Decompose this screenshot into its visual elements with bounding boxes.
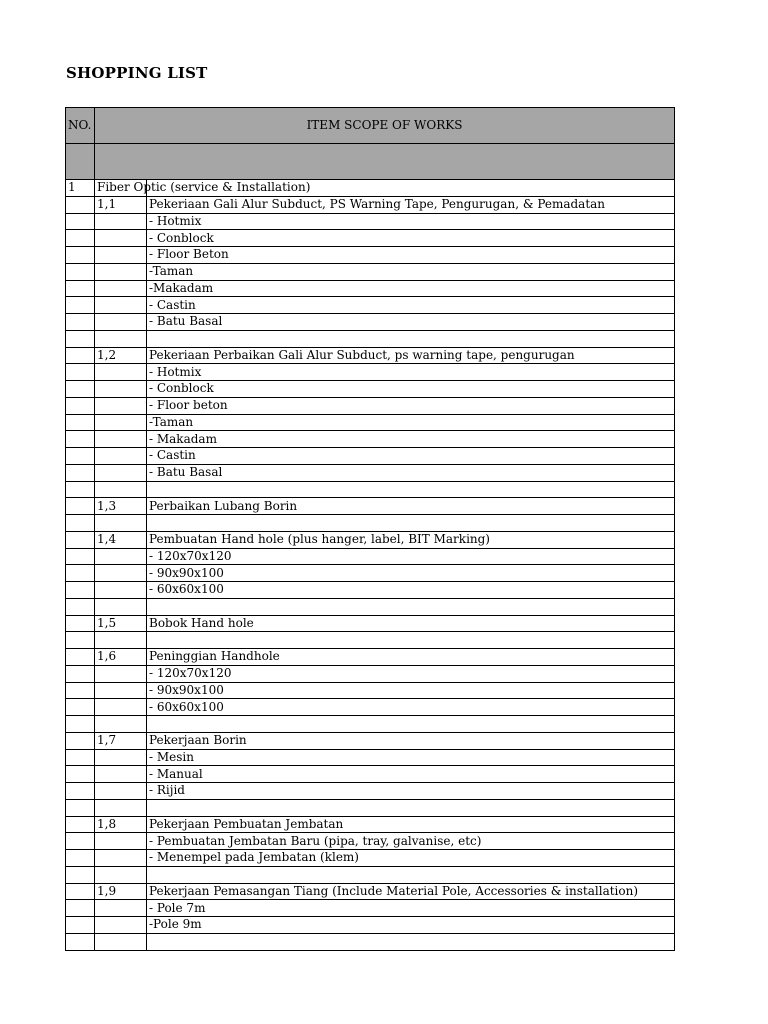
table-row [66, 749, 675, 766]
table-row [66, 297, 675, 314]
table-row [66, 364, 675, 381]
row-number-cell [66, 330, 95, 347]
table-row [66, 933, 675, 950]
row-description-cell [147, 598, 675, 615]
row-subitem-cell [95, 213, 147, 230]
row-number-cell [66, 632, 95, 649]
row-description-cell: - Castin [147, 297, 675, 314]
row-description-cell: - Batu Basal [147, 314, 675, 331]
row-description-cell [147, 515, 675, 532]
row-description-cell [147, 632, 675, 649]
row-subitem-cell [95, 314, 147, 331]
row-number-cell [66, 431, 95, 448]
row-description-cell: - Castin [147, 448, 675, 465]
row-number-cell [66, 263, 95, 280]
row-description-cell: Perbaikan Lubang Borin [147, 498, 675, 515]
row-subitem-cell: 1,6 [95, 649, 147, 666]
row-description-cell: - 120x70x120 [147, 548, 675, 565]
row-subitem-cell [95, 280, 147, 297]
row-subitem-cell [95, 598, 147, 615]
row-description-cell: -Pole 9m [147, 917, 675, 934]
header-spacer-cell [95, 144, 675, 180]
row-description-cell: Pembuatan Hand hole (plus hanger, label, BIT Marking) [147, 531, 675, 548]
table-row [66, 213, 675, 230]
row-description-cell: - Floor beton [147, 397, 675, 414]
row-number-cell [66, 464, 95, 481]
row-description-cell: -Taman [147, 414, 675, 431]
row-number-cell [66, 515, 95, 532]
table-row [66, 498, 675, 515]
row-description-cell: Pekerjaan Borin [147, 732, 675, 749]
table-row [66, 515, 675, 532]
table-row [66, 448, 675, 465]
row-subitem-cell: 1,4 [95, 531, 147, 548]
row-subitem-cell [95, 414, 147, 431]
table-row [66, 381, 675, 398]
table-row [66, 263, 675, 280]
table-row [66, 598, 675, 615]
row-subitem-cell [95, 917, 147, 934]
row-description-cell: Pekerjaan Pemasangan Tiang (Include Material Pole, Accessories & installation) [147, 883, 675, 900]
page-title: SHOPPING LIST [66, 64, 208, 82]
header-no: NO. [66, 108, 95, 144]
table-row [66, 632, 675, 649]
row-subitem-cell: 1,1 [95, 196, 147, 213]
row-number-cell [66, 414, 95, 431]
row-description-cell: -Makadam [147, 280, 675, 297]
row-number-cell [66, 749, 95, 766]
row-subitem-cell [95, 850, 147, 867]
row-description-cell [147, 933, 675, 950]
row-number-cell [66, 850, 95, 867]
table-row [66, 732, 675, 749]
row-number-cell [66, 280, 95, 297]
row-subitem-cell [95, 833, 147, 850]
row-subitem-cell [95, 247, 147, 264]
row-description-cell: -Taman [147, 263, 675, 280]
table-row [66, 816, 675, 833]
header-item-scope: ITEM SCOPE OF WORKS [95, 108, 675, 144]
table-row [66, 833, 675, 850]
table-row [66, 866, 675, 883]
table-row [66, 531, 675, 548]
table-row [66, 230, 675, 247]
table-row [66, 180, 675, 197]
row-subitem-cell: 1,2 [95, 347, 147, 364]
row-description-cell: - 120x70x120 [147, 665, 675, 682]
row-number-cell [66, 548, 95, 565]
row-description-cell: - Floor Beton [147, 247, 675, 264]
row-number-cell [66, 883, 95, 900]
table-row [66, 716, 675, 733]
table-row [66, 682, 675, 699]
row-number-cell [66, 448, 95, 465]
row-number-cell [66, 364, 95, 381]
row-description-cell: - Batu Basal [147, 464, 675, 481]
row-description-cell: - Hotmix [147, 364, 675, 381]
row-description-cell: - 60x60x100 [147, 699, 675, 716]
row-number-cell [66, 833, 95, 850]
row-description-cell: Pekeriaan Perbaikan Gali Alur Subduct, ps warning tape, pengurugan [147, 347, 675, 364]
row-subitem-cell [95, 799, 147, 816]
row-subitem-cell: 1,3 [95, 498, 147, 515]
row-description-cell: Bobok Hand hole [147, 615, 675, 632]
table-row [66, 917, 675, 934]
row-description-cell [147, 481, 675, 498]
row-description-cell: - Mesin [147, 749, 675, 766]
row-subitem-cell [95, 749, 147, 766]
row-subitem-cell [95, 448, 147, 465]
row-subitem-cell [95, 565, 147, 582]
row-subitem-cell [95, 933, 147, 950]
table-row [66, 431, 675, 448]
row-number-cell [66, 347, 95, 364]
row-number-cell [66, 297, 95, 314]
row-description-cell: - Pembuatan Jembatan Baru (pipa, tray, galvanise, etc) [147, 833, 675, 850]
row-subitem-cell [95, 431, 147, 448]
row-subitem-cell [95, 699, 147, 716]
row-number-cell [66, 531, 95, 548]
row-description-cell: - 60x60x100 [147, 582, 675, 599]
row-description-cell: - Conblock [147, 230, 675, 247]
row-number-cell [66, 598, 95, 615]
table-row [66, 850, 675, 867]
table-row [66, 548, 675, 565]
row-description-cell: - Pole 7m [147, 900, 675, 917]
row-subitem-cell: 1,9 [95, 883, 147, 900]
table-row [66, 699, 675, 716]
table-header-spacer-row [66, 144, 675, 180]
row-number-cell [66, 716, 95, 733]
row-number-cell [66, 866, 95, 883]
row-subitem-cell [95, 364, 147, 381]
table-row [66, 247, 675, 264]
table-row [66, 464, 675, 481]
row-subitem-cell [95, 464, 147, 481]
table-row [66, 397, 675, 414]
table-row [66, 414, 675, 431]
row-subitem-cell [95, 632, 147, 649]
table-row [66, 900, 675, 917]
table-row [66, 347, 675, 364]
row-subitem-cell [95, 515, 147, 532]
row-description-cell: - Manual [147, 766, 675, 783]
row-number-cell [66, 783, 95, 800]
row-description-cell [147, 716, 675, 733]
row-number-cell [66, 213, 95, 230]
header-spacer-cell [66, 144, 95, 180]
table-row [66, 615, 675, 632]
row-description-cell: Peninggian Handhole [147, 649, 675, 666]
row-subitem-cell [95, 682, 147, 699]
row-subitem-cell [95, 397, 147, 414]
row-description-cell: - 90x90x100 [147, 565, 675, 582]
table-row [66, 783, 675, 800]
row-subitem-cell [95, 481, 147, 498]
row-description-cell: - Rijid [147, 783, 675, 800]
table-row [66, 883, 675, 900]
row-subitem-cell: 1,8 [95, 816, 147, 833]
row-number-cell [66, 933, 95, 950]
table-row [66, 481, 675, 498]
row-subitem-cell [95, 716, 147, 733]
row-number-cell [66, 498, 95, 515]
table-row [66, 582, 675, 599]
row-subitem-cell [95, 297, 147, 314]
row-number-cell [66, 649, 95, 666]
row-subitem-cell: 1,7 [95, 732, 147, 749]
row-number-cell [66, 699, 95, 716]
row-description-cell: - Makadam [147, 431, 675, 448]
row-subitem-cell [95, 783, 147, 800]
row-description-cell: - Hotmix [147, 213, 675, 230]
row-number-cell [66, 900, 95, 917]
row-number-cell [66, 397, 95, 414]
row-description-cell [147, 330, 675, 347]
table-body [66, 180, 675, 951]
row-number-cell [66, 766, 95, 783]
row-description-cell: Pekeriaan Gali Alur Subduct, PS Warning Tape, Pengurugan, & Pemadatan [147, 196, 675, 213]
row-subitem-cell [95, 900, 147, 917]
table-header-row [66, 108, 675, 144]
table-row [66, 196, 675, 213]
table-row [66, 314, 675, 331]
table-row [66, 766, 675, 783]
row-number-cell [66, 682, 95, 699]
row-number-cell [66, 665, 95, 682]
row-number-cell [66, 582, 95, 599]
row-subitem-cell [95, 665, 147, 682]
row-subitem-cell [95, 548, 147, 565]
row-number-cell [66, 314, 95, 331]
row-description-cell: - Menempel pada Jembatan (klem) [147, 850, 675, 867]
row-number-cell [66, 799, 95, 816]
row-subitem-cell [95, 381, 147, 398]
row-number-cell [66, 917, 95, 934]
row-number-cell [66, 816, 95, 833]
row-number-cell [66, 247, 95, 264]
row-number-cell [66, 615, 95, 632]
row-number-cell [66, 732, 95, 749]
table-row [66, 665, 675, 682]
row-subitem-cell [95, 330, 147, 347]
row-subitem-cell [95, 263, 147, 280]
table-row [66, 280, 675, 297]
row-number-cell: 1 [66, 180, 95, 197]
table-row [66, 330, 675, 347]
row-number-cell [66, 196, 95, 213]
table-row [66, 565, 675, 582]
row-subitem-cell [95, 766, 147, 783]
row-number-cell [66, 381, 95, 398]
row-description-cell [147, 866, 675, 883]
row-subitem-cell: Fiber Optic (service & Installation) [95, 180, 147, 197]
row-description-cell [147, 799, 675, 816]
shopping-list-table [65, 107, 675, 951]
row-subitem-cell [95, 230, 147, 247]
row-number-cell [66, 565, 95, 582]
row-number-cell [66, 230, 95, 247]
row-description-cell: - 90x90x100 [147, 682, 675, 699]
table-row [66, 649, 675, 666]
row-description-cell: Pekerjaan Pembuatan Jembatan [147, 816, 675, 833]
row-subitem-cell [95, 866, 147, 883]
row-description-cell: - Conblock [147, 381, 675, 398]
row-subitem-cell: 1,5 [95, 615, 147, 632]
table-row [66, 799, 675, 816]
row-number-cell [66, 481, 95, 498]
row-subitem-cell [95, 582, 147, 599]
